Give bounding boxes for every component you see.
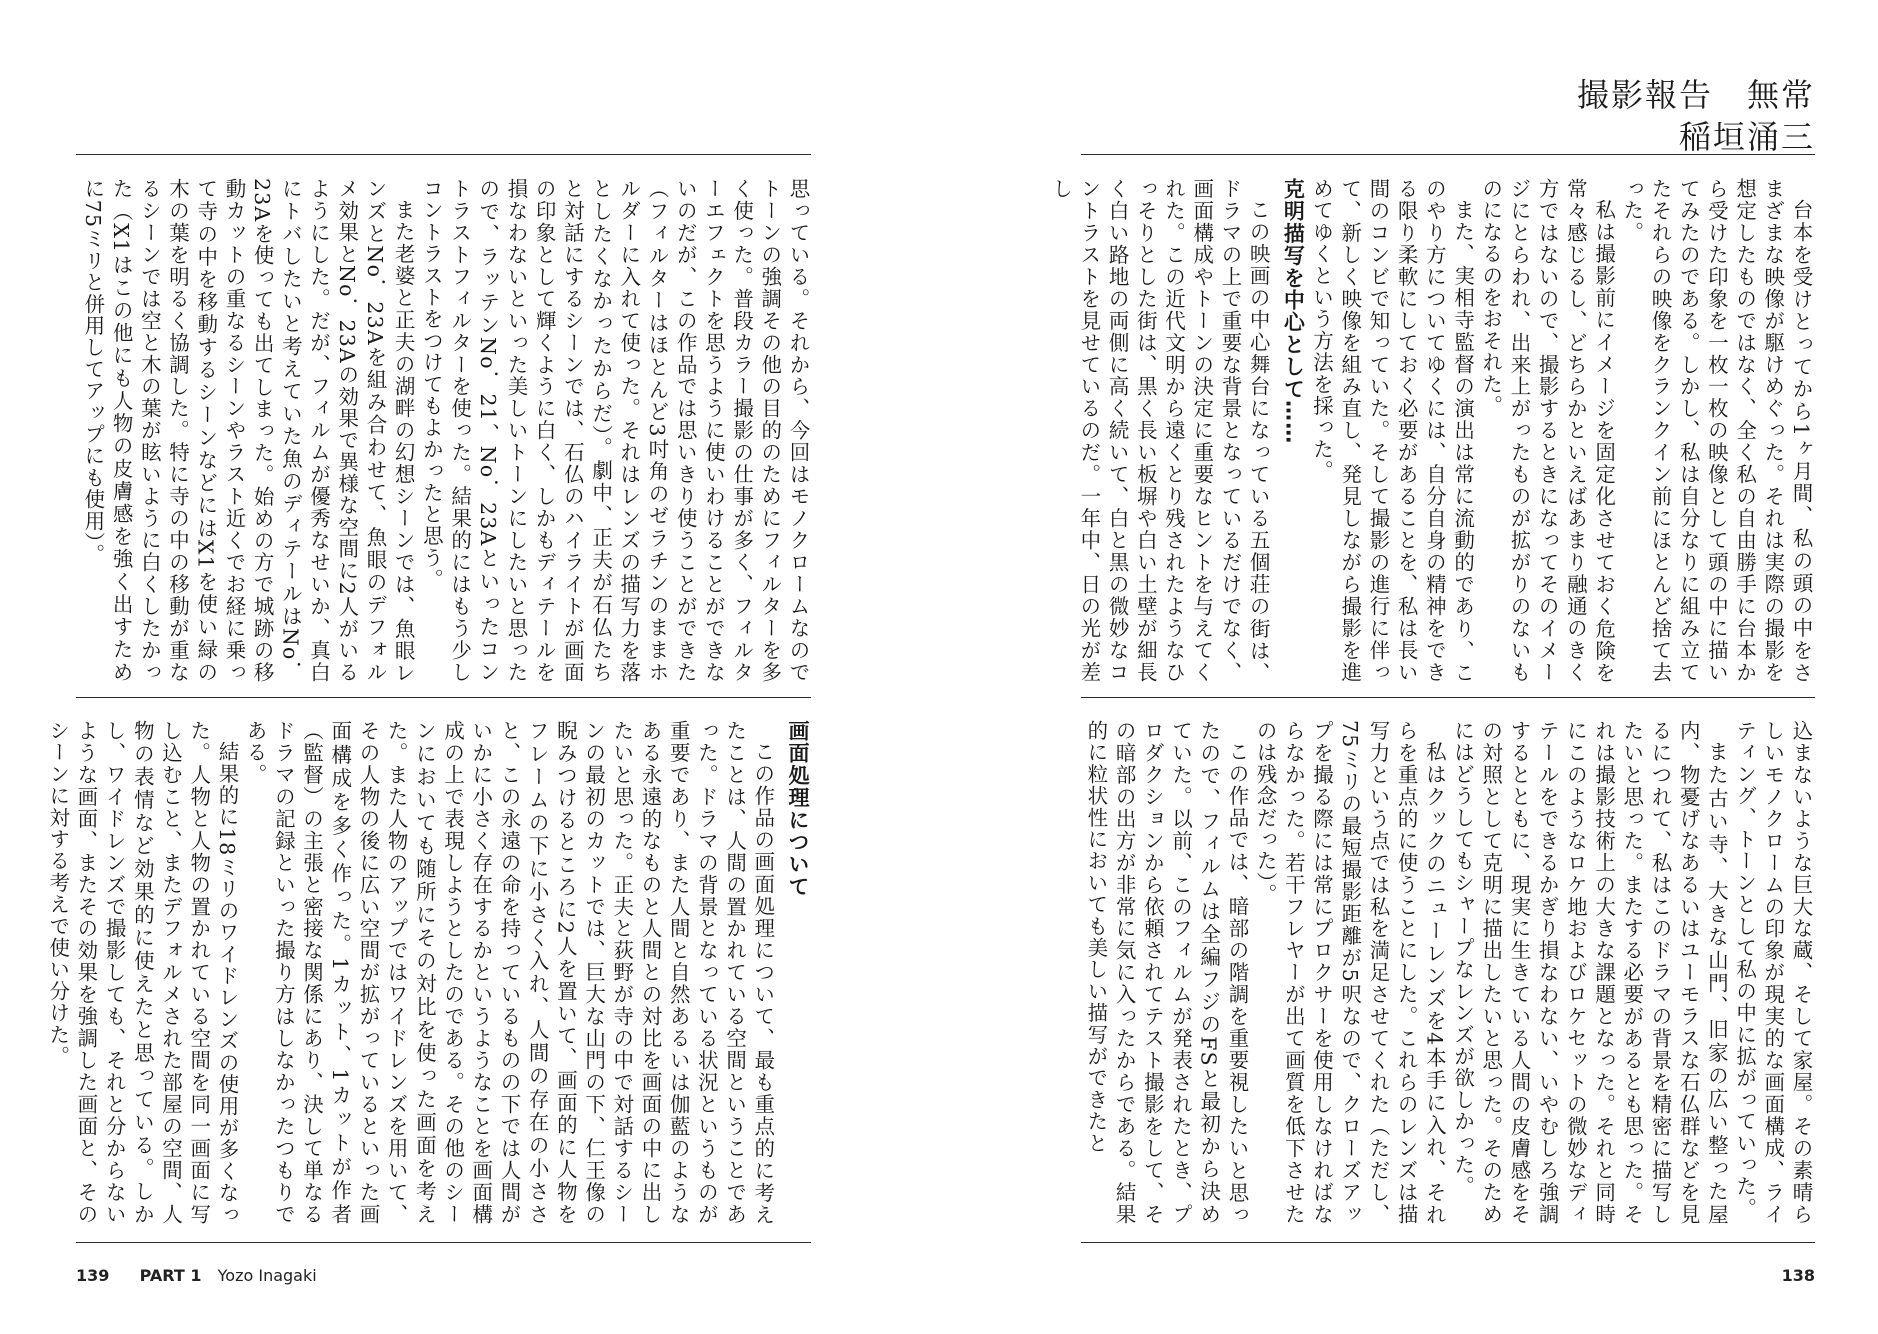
part-label: PART 1 xyxy=(139,1266,202,1285)
paragraph: 台本を受けとってから1ヶ月間、私の頭の中をさまざまな映像が駆けめぐった。それは実際の撮影を想定したものではなく、全く私の自由勝手に台本から受けた印象を一枚一枚の映像として頭の中に描いてみたのである。しかし、私は自分なりに組み立てたそれらの映像をクランクイン前にほとんど捨て去った。 xyxy=(1619,178,1813,683)
paragraph: この作品では、暗部の階調を重要視したいと思ったので、フィルムは全編フジのFSと最初から決めていた。以前、このフィルムが発表されたとき、プロダクションから依頼されてテスト撮影をして、その暗部の出方が非常に気に入ったからである。結果的に粒状性においても美しい描写ができたと xyxy=(1083,720,1249,1225)
paragraph: この映画の中心舞台になっている五個荘の街は、ドラマの上で重要な背景となっているだけでなく、画面構成やトーンの決定に重要なヒントを与えてくれた。この近代文明から遠くとり残されたようなひっそりとした街は、黒く長い板塀や白い土壁が細長く白い路地の両側に高く続いて、白と黒の微妙なコントラストを見せているのだ。一年中、日の光が差し xyxy=(1048,178,1271,683)
page-number: 139 xyxy=(76,1266,110,1285)
paragraph: 結果的に18ミリのワイドレンズの使用が多くなった。人物と人物の置かれている空間を同一画面に写し込むこと、またデフォルメされた部屋の空間、人物の表情など効果的に使えたと思っている。しかし、ワイドレンズで撮影しても、それと分からないような画面、またその効果を強調した画面と、そのシーンに対する考えで使い分けた。 xyxy=(45,720,239,1225)
paragraph: 私はクックのニューレンズを4本手に入れ、それらを重点的に使うことにした。これらのレンズは描写力という点では私を満足させてくれた（ただし、75ミリの最短撮影距離が5呎なので、クローズアップを撮る際には常にプロクサーを使用しなければならなかった。若干フレヤーが出て画質を低下させたのは残念だった）。 xyxy=(1253,720,1447,1225)
middle-rule xyxy=(76,697,811,698)
left-folio xyxy=(76,1266,317,1285)
article-title xyxy=(1577,74,1815,158)
right-upper-text-block xyxy=(1048,178,1815,683)
paragraph: また老婆と正夫の湖畔の幻想シーンでは、魚眼レンズとNo．23Aを組み合わせて、魚眼のデフォルメ効果とNo．23Aの効果で異様な空間に2人がいるようにした。だが、フィルムが優秀なせいか、真白にトバしたいと考えていた魚のディテールはNo．23Aを使っても出てしまった。始めの方で城跡の移動カットの重なるシーンやラスト近くでお経に乗って寺の中を移動するシーンなどにはX1を使い緑の木の葉を明るく協調した。特に寺の中の移動が重なるシーンでは空と木の葉が眩いように白くしたかった（X1はこの他にも人物の皮膚感を強く出すために75ミリと併用してアップにも使用）。 xyxy=(80,178,416,683)
title-line: 撮影報告 無常 xyxy=(1576,76,1815,114)
top-rule xyxy=(76,154,811,155)
paragraph: また、実相寺監督の演出は常に流動的であり、このやり方についてゆくには、自分自身の精神をできる限り柔軟にしておく必要があることを、私は長い間のコンビで知っていた。そして撮影の進行に伴って、新しく映像を組み直し、発見しながら撮影を進めてゆくという方法を採った。 xyxy=(1309,178,1475,683)
bottom-rule xyxy=(1081,1242,1815,1243)
right-page xyxy=(939,0,1878,1334)
bottom-rule xyxy=(76,1242,811,1243)
middle-rule xyxy=(1081,697,1815,698)
paragraph: また古い寺、大きな山門、旧家の広い整った屋内、物憂げなあるいはユーモラスな石仏群などを見るにつれて、私はこのドラマの背景を精密に描写したいと思った。またする必要があるとも思った。それは撮影技術上の大きな課題となった。それと同時にこのようなロケ地およびロケセットの微妙なディテールをできるかぎり損なわない、いやむしろ強調するとともに、現実に生きている人間の皮膚感をその対照として克明に描出したいと思った。そのためにはどうしてもシャープなレンズが欲しかった。 xyxy=(1450,720,1729,1225)
paragraph: 私は撮影前にイメージを固定化させておく危険を常々感じるし、どちらかといえばあまり融通のきく方ではないので、撮影するときになってそのイメージにとらわれ、出来上がったものが拡がりのないものになるのをおそれた。 xyxy=(1478,178,1616,683)
paragraph: 込まないような巨大な蔵、そして家屋。その素晴らしいモノクロームの印象が現実的な画面構成、ライティング、トーンとして私の中に拡がっていった。 xyxy=(1732,720,1813,1225)
left-upper-text-block xyxy=(80,178,812,683)
left-lower-text-block xyxy=(45,720,812,1225)
paragraph: 思っている。それから、今回はモノクロームなのでトーンの強調その他の目的のためにフィルターを多く使った。普段カラー撮影の仕事が多く、フィルターエフェクトを思うように使いわけることができないのだが、この作品では思いきり使うことができた（フィルターはほとんど3吋角のゼラチンのままホルダーに入れて使った。それはレンズの描写力を落としたくなかったからだ）。劇中、正夫が石仏たちと対話にするシーンでは、石仏のハイライトが画面の印象として輝くように白く、しかもディテールを損なわないといった美しいトーンにしたいと思ったので、ラッテンNo．21、No．23Aといったコントラストフィルターを使った。結果的にはもう少しコントラストをつけてもよかったと思う。 xyxy=(419,178,810,683)
author-name: Yozo Inagaki xyxy=(217,1266,317,1285)
right-folio xyxy=(1782,1266,1815,1285)
page-number: 138 xyxy=(1781,1266,1815,1285)
section-heading: 画面処理について xyxy=(786,720,810,898)
section-heading: 克明描写を中心として…… xyxy=(1281,178,1306,445)
paragraph: この作品の画面処理について、最も重点的に考えたことは、人間の置かれている空間ということであった。ドラマの背景となっている状況というものが重要であり、また人間と自然あるいは伽藍のようなある永遠的なものと人間との対比を画面の中に出したいと思った。正夫と荻野が寺の中で対話するシーンの最初のカットでは、巨大な山門の下、仁王像の睨みつけるところに2人を置いて、画面的に人物をフレームの下に小さく入れ、人間の存在の小ささと、この永遠の命を持っているものの下では人間がいかに小さく存在するかというようなことを画面構成の上で表現しようとしたのである。その他のシーンにおいても随所にその対比を使った画面を考えた。また人物のアップではワイドレンズを用いて、その人物の後に広い空間が拡がっているといった画面構成を多く作った。1カット、1カットが作者（監督）の主張と密接な関係にあり、決して単なるドラマの記録といった撮り方はしなかったつもりである。 xyxy=(243,720,775,1225)
author-line: 稲垣涌三 xyxy=(1678,118,1815,156)
top-rule xyxy=(1081,154,1815,155)
right-lower-text-block xyxy=(1081,720,1815,1225)
